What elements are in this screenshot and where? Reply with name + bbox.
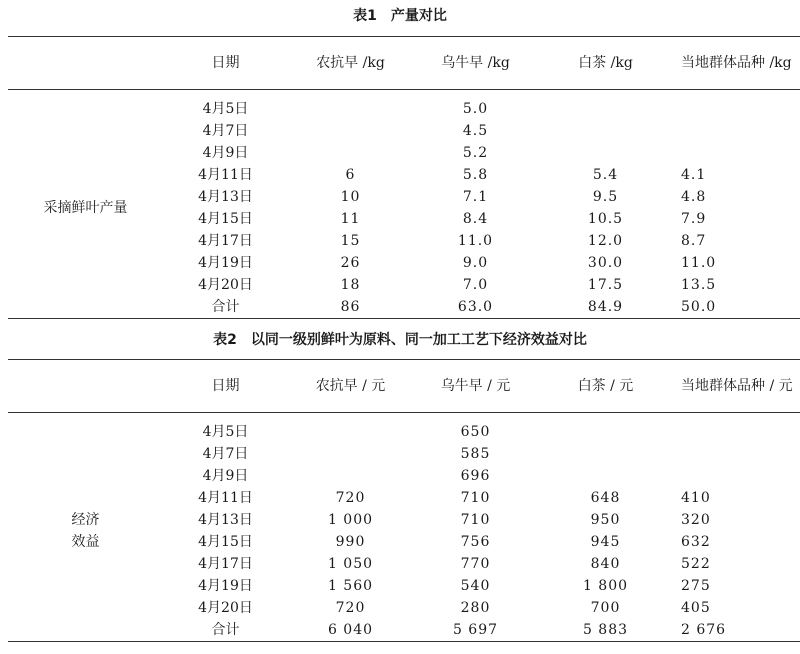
value-cell: 990 (335, 534, 366, 550)
date-cell: 4月17日 (198, 233, 253, 249)
date-cell: 4月13日 (198, 189, 253, 205)
value-cell: 720 (335, 600, 366, 616)
value-cell: 4.8 (681, 189, 707, 205)
value-cell: 410 (681, 490, 711, 506)
row-category-label (8, 413, 163, 642)
value-cell: 13.5 (681, 277, 717, 293)
header-col-d: 当地群体品种 /kg (681, 55, 792, 71)
header-col-c: 白茶 / 元 (577, 378, 634, 394)
value-cell: 700 (590, 600, 621, 616)
value-cell: 12.0 (587, 233, 624, 249)
value-cell: 650 (460, 424, 491, 440)
date-cell: 4月20日 (198, 600, 253, 616)
value-cell: 10 (340, 189, 361, 205)
date-cell: 合计 (211, 299, 240, 315)
value-cell: 632 (681, 534, 711, 550)
value-cell: 522 (681, 556, 711, 572)
value-cell: 950 (590, 512, 621, 528)
date-cell: 4月5日 (202, 424, 249, 440)
value-cell (538, 465, 673, 487)
value-cell: 4.1 (681, 167, 707, 183)
value-cell: 1 800 (582, 578, 629, 594)
value-cell: 405 (681, 600, 711, 616)
header-date: 日期 (211, 55, 240, 71)
table-header-row (8, 360, 800, 413)
value-cell: 8.4 (462, 211, 489, 227)
value-cell: 7.9 (681, 211, 707, 227)
category-text-line1: 经济 (71, 512, 100, 528)
value-cell (288, 90, 413, 121)
header-col-a: 农抗早 / 元 (315, 378, 386, 394)
value-cell: 770 (460, 556, 491, 572)
value-cell: 720 (335, 490, 366, 506)
date-cell: 4月15日 (198, 534, 253, 550)
value-cell: 11 (340, 211, 361, 227)
value-cell: 696 (460, 468, 491, 484)
value-cell: 280 (460, 600, 491, 616)
value-cell (673, 443, 800, 465)
value-cell: 5.2 (462, 145, 489, 161)
table-row (8, 90, 800, 121)
value-cell: 840 (590, 556, 621, 572)
value-cell: 1 050 (327, 556, 374, 572)
header-col-b: 乌牛早 /kg (441, 55, 510, 71)
date-cell: 4月9日 (202, 145, 249, 161)
value-cell: 2 676 (681, 622, 727, 638)
header-col-c: 白茶 /kg (578, 55, 633, 71)
date-cell: 4月7日 (202, 123, 249, 139)
value-cell: 320 (681, 512, 711, 528)
value-cell: 5 883 (582, 622, 629, 638)
value-cell (538, 443, 673, 465)
value-cell: 5 697 (452, 622, 499, 638)
value-cell: 9.0 (462, 255, 489, 271)
value-cell: 275 (681, 578, 711, 594)
value-cell: 585 (460, 446, 491, 462)
date-cell: 4月11日 (198, 490, 253, 506)
category-text: 采摘鲜叶产量 (43, 200, 128, 216)
value-cell (538, 90, 673, 121)
table-header-row (8, 37, 800, 90)
category-text-line2: 效益 (71, 534, 100, 550)
value-cell: 86 (340, 299, 361, 315)
value-cell: 4.5 (462, 123, 489, 139)
value-cell: 6 (345, 167, 356, 183)
value-cell (288, 142, 413, 164)
value-cell: 1 000 (327, 512, 374, 528)
value-cell: 710 (460, 490, 491, 506)
value-cell: 63.0 (457, 299, 494, 315)
value-cell: 17.5 (587, 277, 624, 293)
production-comparison-table (8, 36, 800, 319)
value-cell (673, 465, 800, 487)
value-cell: 7.1 (462, 189, 489, 205)
value-cell (288, 120, 413, 142)
value-cell (538, 413, 673, 444)
value-cell: 6 040 (327, 622, 374, 638)
table2-title: 表2 以同一级别鲜叶为原料、同一加工工艺下经济效益对比 (213, 332, 587, 348)
header-col-d: 当地群体品种 / 元 (681, 378, 793, 394)
date-cell: 合计 (211, 622, 240, 638)
value-cell: 1 560 (327, 578, 374, 594)
table1-title: 表1 产量对比 (353, 8, 447, 24)
value-cell: 50.0 (681, 299, 717, 315)
value-cell (288, 443, 413, 465)
date-cell: 4月9日 (202, 468, 249, 484)
value-cell: 11.0 (457, 233, 494, 249)
value-cell (673, 142, 800, 164)
date-cell: 4月13日 (198, 512, 253, 528)
row-category-label (8, 90, 163, 319)
value-cell: 540 (460, 578, 491, 594)
value-cell: 9.5 (592, 189, 619, 205)
header-blank (8, 360, 163, 413)
value-cell (538, 120, 673, 142)
table-row (8, 413, 800, 444)
value-cell: 756 (460, 534, 491, 550)
value-cell (673, 413, 800, 444)
header-col-b: 乌牛早 / 元 (440, 378, 511, 394)
date-cell: 4月19日 (198, 255, 253, 271)
value-cell: 5.4 (592, 167, 619, 183)
header-date: 日期 (211, 378, 240, 394)
value-cell: 11.0 (681, 255, 717, 271)
value-cell (288, 465, 413, 487)
value-cell: 26 (340, 255, 361, 271)
value-cell: 945 (590, 534, 621, 550)
value-cell: 18 (340, 277, 361, 293)
value-cell: 5.8 (462, 167, 489, 183)
value-cell: 648 (590, 490, 621, 506)
date-cell: 4月19日 (198, 578, 253, 594)
value-cell (538, 142, 673, 164)
value-cell: 710 (460, 512, 491, 528)
date-cell: 4月17日 (198, 556, 253, 572)
value-cell: 10.5 (587, 211, 624, 227)
value-cell: 30.0 (587, 255, 624, 271)
value-cell (673, 90, 800, 121)
date-cell: 4月11日 (198, 167, 253, 183)
value-cell: 7.0 (462, 277, 489, 293)
date-cell: 4月20日 (198, 277, 253, 293)
date-cell: 4月15日 (198, 211, 253, 227)
header-blank (8, 37, 163, 90)
date-cell: 4月7日 (202, 446, 249, 462)
header-col-a: 农抗早 /kg (316, 55, 385, 71)
value-cell: 8.7 (681, 233, 707, 249)
value-cell: 15 (340, 233, 361, 249)
value-cell (673, 120, 800, 142)
date-cell: 4月5日 (202, 101, 249, 117)
value-cell: 84.9 (587, 299, 624, 315)
value-cell: 5.0 (462, 101, 489, 117)
economic-benefit-table (8, 359, 800, 642)
value-cell (288, 413, 413, 444)
